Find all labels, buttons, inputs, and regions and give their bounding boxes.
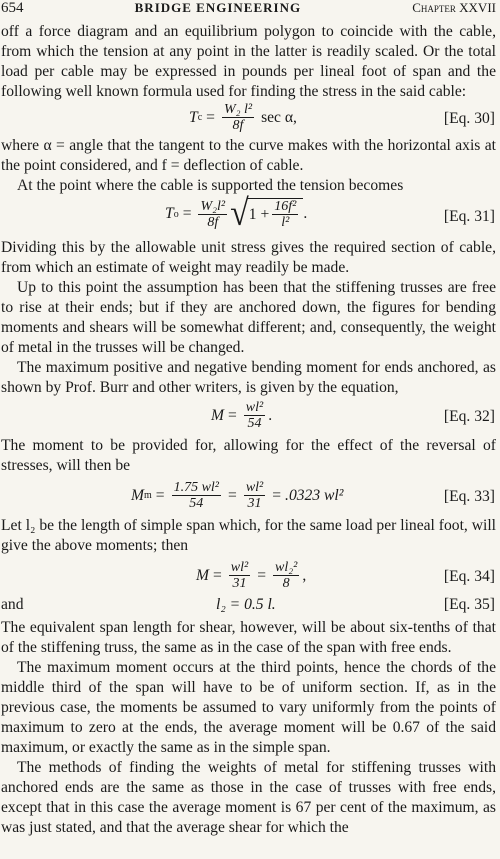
page-number: 654: [1, 0, 24, 16]
paragraph: The maximum positive and negative bending moment for ends anchored, as shown by Prof. Burr and other writers, is given by the equation,: [1, 359, 496, 396]
equation-32: M = $\frac{\text{wl²}}{54}$ . [Eq. 32]: [211, 400, 495, 431]
equation-tag: [Eq. 35]: [443, 596, 495, 613]
paragraph: off a force diagram and an equilibrium polygon to coincide with the cable, from which the tension at any point in the latter is readily scaled. Or the total load per cable may be expressed in pounds per lineal foot of span and the following well known formula used for finding the stress in the said cable:: [1, 23, 496, 100]
paragraph: The equivalent span length for shear, however, will be about six-tenths of that of the stiffening truss, the same as in the case of the span with free ends.: [1, 619, 496, 656]
chapter-label: Chapter XXVII: [412, 0, 496, 15]
equation-tag: [Eq. 30]: [443, 110, 495, 127]
paragraph: The methods of finding the weights of metal for stiffening trusses with anchored ends are the same as those in the case of trusses with free ends, except that in this case the average moment is 67 per cent of the maximum, as was just stated, and that the average shear for which the: [1, 759, 496, 836]
equation-33: M m = $\frac{\text{1.75 wl²}}{54}$ = $\frac{\text{wl²}}{31}$ = .0323 wl² [Eq. 33]: [131, 480, 495, 511]
paragraph: Dividing this by the allowable unit stress gives the required section of cable, from which an estimate of weight may readily be made.: [1, 239, 496, 276]
paragraph: where α = angle that the tangent to the curve makes with the horizontal axis at the point considered, and f = deflection of cable.: [1, 137, 496, 174]
paragraph: The moment to be provided for, allowing for the effect of the reversal of stresses, will then be: [1, 437, 496, 474]
running-header: [1, 0, 496, 22]
equation-31: T o = $\frac{\text{W₂l²}}{8f}$ √ 1 + $\frac{\text{16f²}}{\text{l²}}$ . [Eq. 31]: [165, 193, 495, 234]
book-title: BRIDGE ENGINEERING: [134, 0, 302, 15]
equation-35: and l₂ = 0.5 l. [Eq. 35]: [1, 596, 495, 613]
equation-tag: [Eq. 31]: [443, 208, 495, 225]
equation-34: M = $\frac{\text{wl²}}{31}$ = $\frac{\text{wl₂²}}{8}$ , [Eq. 34]: [196, 560, 495, 591]
paragraph: At the point where the cable is supported the tension becomes: [17, 177, 404, 194]
paragraph: The maximum moment occurs at the third points, hence the chords of the middle third of the span will have to be of uniform section. If, as in the previous case, the moments be assumed to vary uniformly from the points of maximum to zero at the ends, the average moment will be 0.67 of the said maximum, or exactly the same as in the simple span.: [1, 659, 496, 756]
equation-tag: [Eq. 34]: [443, 568, 495, 585]
paragraph: Let l₂ be the length of simple span which, for the same load per lineal foot, will give the above moments; then: [1, 517, 496, 554]
equation-30: T c = $\frac{\text{W₂ l²}}{8f}$ sec α, [Eq. 30]: [189, 102, 495, 133]
paragraph: Up to this point the assumption has been that the stiffening trusses are free to rise at their ends; but if they are anchored down, the figures for bending moments and shears will be somewhat different; and, consequently, the weight of metal in the trusses will be changed.: [1, 279, 496, 356]
equation-tag: [Eq. 33]: [443, 488, 495, 505]
equation-tag: [Eq. 32]: [443, 408, 495, 425]
